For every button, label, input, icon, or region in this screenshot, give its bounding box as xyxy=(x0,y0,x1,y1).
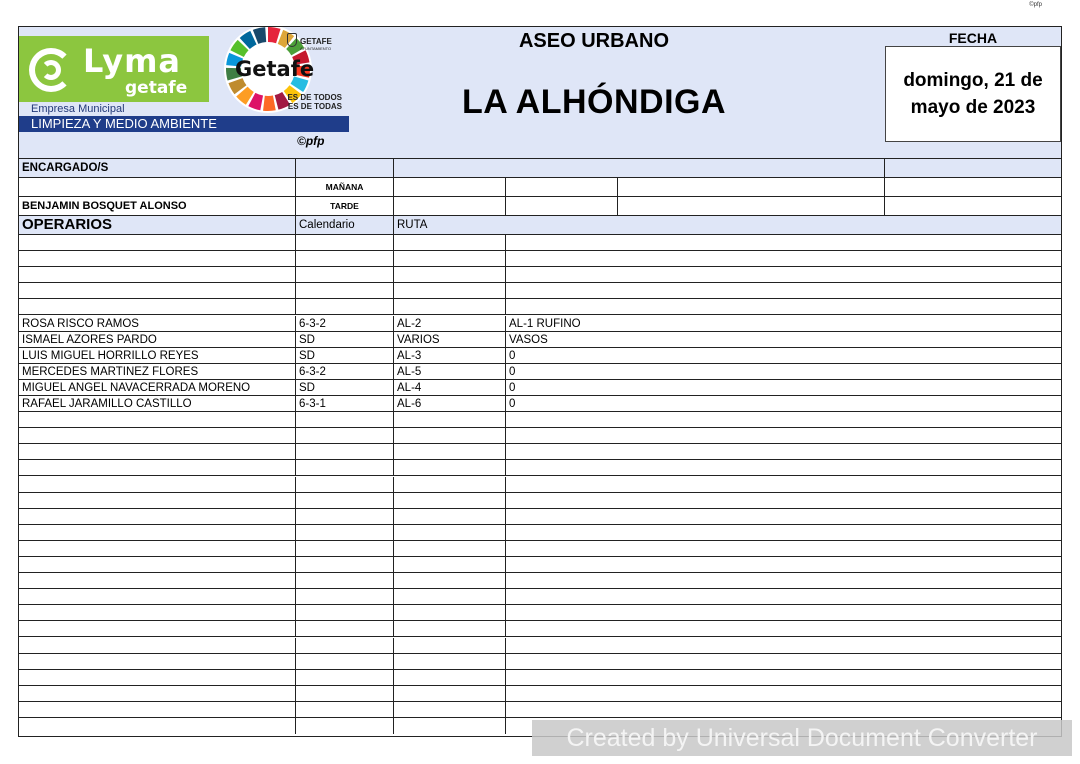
schedule-sheet xyxy=(18,26,1062,737)
manana-cell-1 xyxy=(394,178,506,196)
empty-cell xyxy=(19,541,296,556)
empty-cell xyxy=(19,654,296,669)
empty-cell xyxy=(296,621,394,636)
empty-cell xyxy=(19,235,296,250)
operario-notes: 0 xyxy=(509,349,516,362)
empty-cell xyxy=(506,235,1061,250)
empty-row xyxy=(19,493,1061,509)
empty-row xyxy=(19,557,1061,573)
encargado-name: BENJAMIN BOSQUET ALONSO xyxy=(19,197,296,215)
empty-cell xyxy=(296,283,394,298)
empty-cell xyxy=(296,493,394,508)
getafe-crest-icon xyxy=(287,33,297,47)
empty-cell xyxy=(394,557,506,572)
empty-cell xyxy=(296,557,394,572)
empty-cell xyxy=(394,686,506,701)
empty-cell xyxy=(296,267,394,282)
empty-cell xyxy=(19,702,296,717)
empty-cell xyxy=(506,589,1061,604)
empty-cell xyxy=(394,525,506,540)
manana-cell-2 xyxy=(506,178,618,196)
empty-cell xyxy=(296,460,394,475)
empty-cell xyxy=(394,235,506,250)
empty-cell xyxy=(394,460,506,475)
encargados-blank-2 xyxy=(394,159,885,177)
empty-cell xyxy=(296,638,394,653)
empty-cell xyxy=(19,573,296,588)
pfp-mark: ©pfp xyxy=(297,134,325,148)
empty-cell xyxy=(394,541,506,556)
empty-cell xyxy=(506,557,1061,572)
getafe-word: Getafe xyxy=(235,57,315,81)
lyma-swirl-inner-icon xyxy=(41,60,61,80)
getafe-top: GETAFE xyxy=(300,37,332,46)
empty-cell xyxy=(506,686,1061,701)
empty-cell xyxy=(19,605,296,620)
empty-cell xyxy=(296,654,394,669)
es-de-todos-line: ES DE TODOS xyxy=(287,93,342,102)
operario-notes: 0 xyxy=(509,365,516,378)
manana-cell-3 xyxy=(618,178,885,196)
empty-cell xyxy=(296,235,394,250)
empty-row xyxy=(19,670,1061,686)
empty-cell xyxy=(394,589,506,604)
empty-cell xyxy=(506,444,1061,459)
empty-cell xyxy=(506,670,1061,685)
empty-cell xyxy=(19,686,296,701)
tarde-label: TARDE xyxy=(296,197,394,215)
sheet-header xyxy=(19,27,1061,159)
empty-row xyxy=(19,412,1061,428)
empty-cell xyxy=(19,621,296,636)
operario-calendario: 6-3-2 xyxy=(296,316,394,331)
empty-cell xyxy=(506,509,1061,524)
empty-cell xyxy=(19,267,296,282)
operario-notes: VASOS xyxy=(509,333,548,346)
empty-cell xyxy=(506,251,1061,266)
empty-cell xyxy=(394,573,506,588)
operario-ruta: AL-2 xyxy=(394,316,506,331)
empty-row xyxy=(19,589,1061,605)
empty-cell xyxy=(506,654,1061,669)
empty-cell xyxy=(296,509,394,524)
operario-name: MIGUEL ANGEL NAVACERRADA MORENO xyxy=(19,380,296,395)
empty-cell xyxy=(296,428,394,443)
empty-cell xyxy=(506,702,1061,717)
encargados-label: ENCARGADO/S xyxy=(19,159,296,177)
empty-row xyxy=(19,509,1061,525)
empty-cell xyxy=(394,428,506,443)
operario-calendario: 6-3-2 xyxy=(296,364,394,379)
empty-cell xyxy=(506,605,1061,620)
empty-row xyxy=(19,235,1061,251)
converter-watermark: Created by Universal Document Converter xyxy=(532,720,1072,756)
operario-row xyxy=(19,364,1061,380)
empty-cell xyxy=(394,251,506,266)
operario-ruta: VARIOS xyxy=(394,332,506,347)
ruta-header: RUTA xyxy=(397,219,428,231)
empty-row xyxy=(19,573,1061,589)
operario-row xyxy=(19,316,1061,332)
empty-cell xyxy=(394,412,506,427)
empty-cell xyxy=(394,718,506,734)
operario-name: MERCEDES MARTINEZ FLORES xyxy=(19,364,296,379)
empty-cell xyxy=(296,573,394,588)
empty-cell xyxy=(19,283,296,298)
empty-cell xyxy=(506,299,1061,314)
operario-calendario: SD xyxy=(296,348,394,363)
tarde-row xyxy=(19,197,1061,216)
operarios-header-row xyxy=(19,216,1061,235)
service-title: ASEO URBANO xyxy=(518,30,669,52)
empty-cell xyxy=(506,428,1061,443)
empty-cell xyxy=(19,509,296,524)
empty-row xyxy=(19,460,1061,476)
empty-cell xyxy=(394,654,506,669)
tarde-cell-3 xyxy=(618,197,885,215)
tarde-cell-2 xyxy=(506,197,618,215)
empty-cell xyxy=(296,670,394,685)
empty-cell xyxy=(506,493,1061,508)
operario-ruta: AL-3 xyxy=(394,348,506,363)
tarde-cell-4 xyxy=(885,197,1061,215)
empty-cell xyxy=(296,589,394,604)
empty-cell xyxy=(296,251,394,266)
empty-cell xyxy=(394,477,506,492)
empty-row xyxy=(19,428,1061,444)
empty-row xyxy=(19,444,1061,460)
empty-row xyxy=(19,638,1061,654)
empty-cell xyxy=(394,299,506,314)
empty-cell xyxy=(19,557,296,572)
empty-row xyxy=(19,283,1061,299)
empty-cell xyxy=(506,525,1061,540)
empty-cell xyxy=(506,460,1061,475)
empty-cell xyxy=(19,493,296,508)
empresa-label: Empresa Municipal xyxy=(31,103,125,115)
empty-cell xyxy=(506,541,1061,556)
operario-calendario: SD xyxy=(296,332,394,347)
empty-cell xyxy=(506,412,1061,427)
lyma-word: Lyma xyxy=(83,42,182,80)
lyma-logo xyxy=(19,36,209,102)
empty-cell xyxy=(19,412,296,427)
empty-cell xyxy=(394,444,506,459)
getafe-ayto: AYUNTAMIENTO xyxy=(300,46,332,51)
empty-cell xyxy=(394,605,506,620)
empty-cell xyxy=(19,589,296,604)
empty-cell xyxy=(394,702,506,717)
fecha-label: FECHA xyxy=(948,30,998,46)
empty-row xyxy=(19,621,1061,637)
empty-cell xyxy=(394,493,506,508)
es-de-todos xyxy=(282,93,342,111)
empty-cell xyxy=(506,477,1061,492)
empty-cell xyxy=(19,299,296,314)
operario-row xyxy=(19,396,1061,412)
operario-row xyxy=(19,332,1061,348)
operario-calendario: 6-3-1 xyxy=(296,396,394,411)
manana-row xyxy=(19,178,1061,197)
empty-row xyxy=(19,525,1061,541)
empty-cell xyxy=(394,283,506,298)
empty-cell xyxy=(19,477,296,492)
empty-cell xyxy=(19,525,296,540)
empty-cell xyxy=(506,267,1061,282)
empty-cell xyxy=(19,251,296,266)
empty-cell xyxy=(296,412,394,427)
calendario-header: Calendario xyxy=(296,216,394,234)
empty-cell xyxy=(296,686,394,701)
empty-cell xyxy=(296,525,394,540)
empty-row xyxy=(19,477,1061,493)
tarde-cell-1 xyxy=(394,197,506,215)
encargados-header-row xyxy=(19,159,1061,178)
empty-row xyxy=(19,702,1061,718)
operario-ruta: AL-5 xyxy=(394,364,506,379)
encargados-blank-3 xyxy=(885,159,1061,177)
empty-row xyxy=(19,299,1061,315)
operario-notes: 0 xyxy=(509,398,516,410)
manana-name-cell xyxy=(19,178,296,196)
lyma-sub: getafe xyxy=(125,78,188,98)
operario-ruta: AL-4 xyxy=(394,380,506,395)
corner-mark: ©pfp xyxy=(1029,2,1042,8)
operario-row xyxy=(19,380,1061,396)
empty-cell xyxy=(506,638,1061,653)
empty-cell xyxy=(506,283,1061,298)
empty-cell xyxy=(296,702,394,717)
empty-row xyxy=(19,267,1061,283)
empty-cell xyxy=(19,638,296,653)
empty-cell xyxy=(394,670,506,685)
empty-row xyxy=(19,605,1061,621)
encargados-blank-1 xyxy=(296,159,394,177)
empty-cell xyxy=(506,621,1061,636)
empty-cell xyxy=(296,299,394,314)
empty-cell xyxy=(296,718,394,734)
empty-cell xyxy=(394,509,506,524)
empty-cell xyxy=(19,670,296,685)
empty-row xyxy=(19,686,1061,702)
operario-name: ROSA RISCO RAMOS xyxy=(19,316,296,331)
empty-row xyxy=(19,251,1061,267)
empty-cell xyxy=(19,460,296,475)
operarios-label: OPERARIOS xyxy=(19,216,296,234)
operario-name: ISMAEL AZORES PARDO xyxy=(19,332,296,347)
empty-cell xyxy=(19,718,296,734)
operario-row xyxy=(19,348,1061,364)
operario-name: LUIS MIGUEL HORRILLO REYES xyxy=(19,348,296,363)
empty-cell xyxy=(394,267,506,282)
limpieza-bar: LIMPIEZA Y MEDIO AMBIENTE xyxy=(19,116,349,132)
empty-cell xyxy=(506,573,1061,588)
manana-cell-4 xyxy=(885,178,1061,196)
fecha-value: domingo, 21 de mayo de 2023 xyxy=(885,46,1061,142)
empty-cell xyxy=(19,428,296,443)
empty-cell xyxy=(19,444,296,459)
empty-cell xyxy=(296,477,394,492)
location-title: LA ALHÓNDIGA xyxy=(461,83,727,121)
operario-notes: AL-1 RUFINO xyxy=(509,317,581,330)
empty-cell xyxy=(394,621,506,636)
empty-cell xyxy=(296,541,394,556)
es-de-todas-line: ES DE TODAS xyxy=(287,102,342,111)
operario-notes: 0 xyxy=(509,381,516,394)
empty-row xyxy=(19,541,1061,557)
operario-name: RAFAEL JARAMILLO CASTILLO xyxy=(19,396,296,411)
operario-calendario: SD xyxy=(296,380,394,395)
empty-cell xyxy=(296,605,394,620)
manana-label: MAÑANA xyxy=(296,178,394,196)
empty-row xyxy=(19,654,1061,670)
operario-ruta: AL-6 xyxy=(394,396,506,411)
empty-cell xyxy=(296,444,394,459)
empty-cell xyxy=(394,638,506,653)
